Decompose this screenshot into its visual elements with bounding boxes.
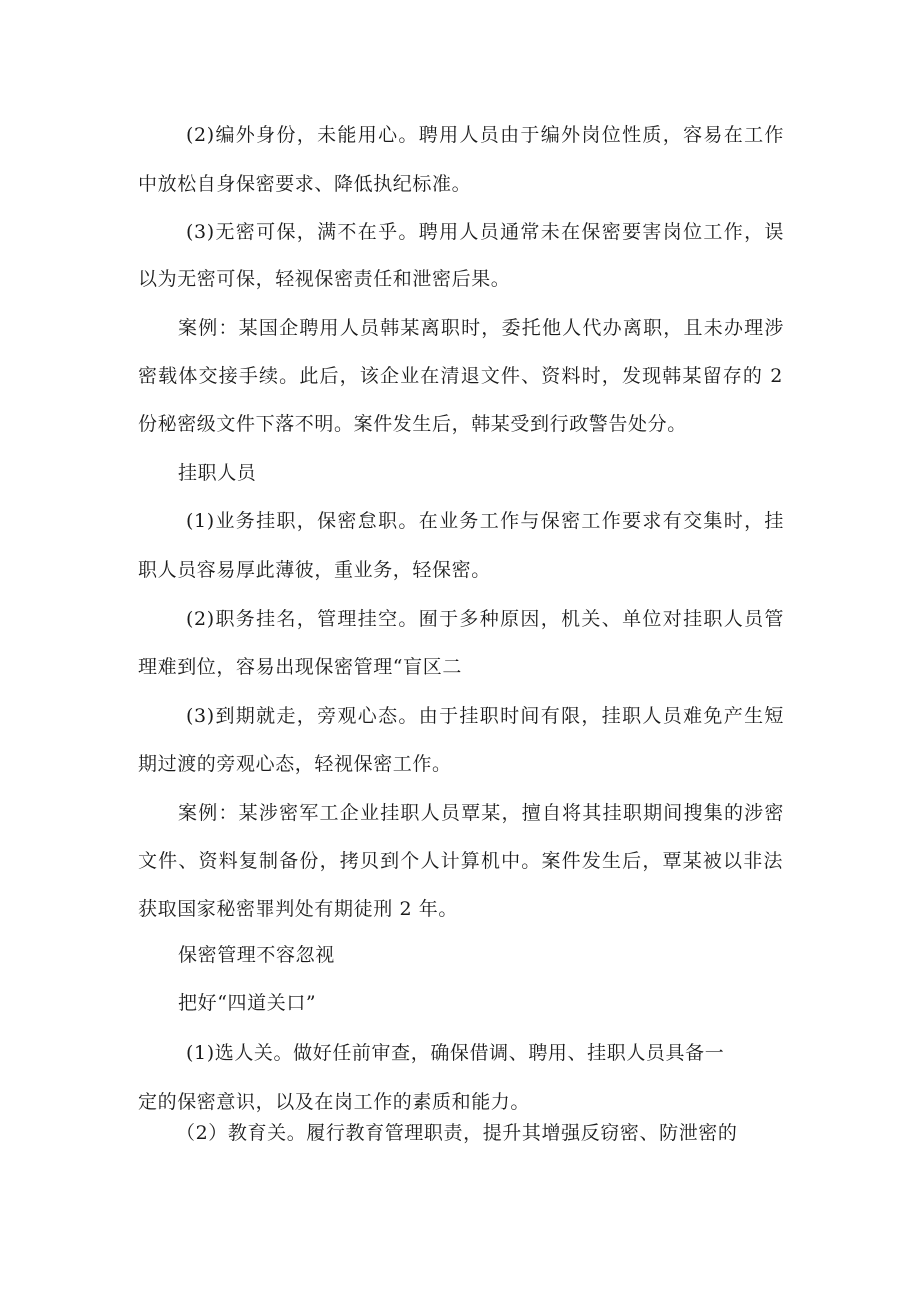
paragraph-line: (2)编外身份，未能用心。聘用人员由于编外岗位性质，容易在工作 xyxy=(186,124,784,146)
paragraph-line: (3)无密可保，满不在乎。聘用人员通常未在保密要害岗位工作，误 xyxy=(186,221,784,243)
paragraph-line: (3)到期就走，旁观心态。由于挂职时间有限，挂职人员难免产生短 xyxy=(186,705,784,727)
paragraph-line: (1)业务挂职，保密怠职。在业务工作与保密工作要求有交集时，挂 xyxy=(186,510,784,532)
paragraph-line: 职人员容易厚此薄彼，重业务，轻保密。 xyxy=(138,559,491,581)
section-heading: 把好“四道关口” xyxy=(178,992,317,1014)
paragraph-line: 理难到位，容易出现保密管理“盲区二 xyxy=(138,656,462,678)
paragraph-line: 获取国家秘密罪判处有期徒刑 2 年。 xyxy=(138,898,458,920)
paragraph-line: 中放松自身保密要求、降低执纪标准。 xyxy=(138,173,472,195)
section-heading: 保密管理不容忽视 xyxy=(178,944,335,966)
paragraph-line: （2）教育关。履行教育管理职责，提升其增强反窃密、防泄密的 xyxy=(176,1122,738,1144)
paragraph-line: 期过渡的旁观心态，轻视保密工作。 xyxy=(138,753,452,775)
paragraph-line: 案例：某国企聘用人员韩某离职时，委托他人代办离职，且未办理涉 xyxy=(178,317,784,339)
paragraph-line: 份秘密级文件下落不明。案件发生后，韩某受到行政警告处分。 xyxy=(138,413,687,435)
paragraph-line: (2)职务挂名，管理挂空。囿于多种原因，机关、单位对挂职人员管 xyxy=(186,608,784,630)
paragraph-line: (1)选人关。做好任前审查，确保借调、聘用、挂职人员具备一 xyxy=(186,1042,725,1064)
paragraph-line: 密载体交接手续。此后，该企业在清退文件、资料时，发现韩某留存的 2 xyxy=(138,365,783,387)
paragraph-line: 文件、资料复制备份，拷贝到个人计算机中。案件发生后，覃某被以非法 xyxy=(138,850,783,872)
paragraph-line: 案例：某涉密军工企业挂职人员覃某，擅自将其挂职期间搜集的涉密 xyxy=(178,802,784,824)
section-heading: 挂职人员 xyxy=(178,462,257,484)
paragraph-line: 定的保密意识，以及在岗工作的素质和能力。 xyxy=(138,1091,531,1113)
paragraph-line: 以为无密可保，轻视保密责任和泄密后果。 xyxy=(138,268,511,290)
